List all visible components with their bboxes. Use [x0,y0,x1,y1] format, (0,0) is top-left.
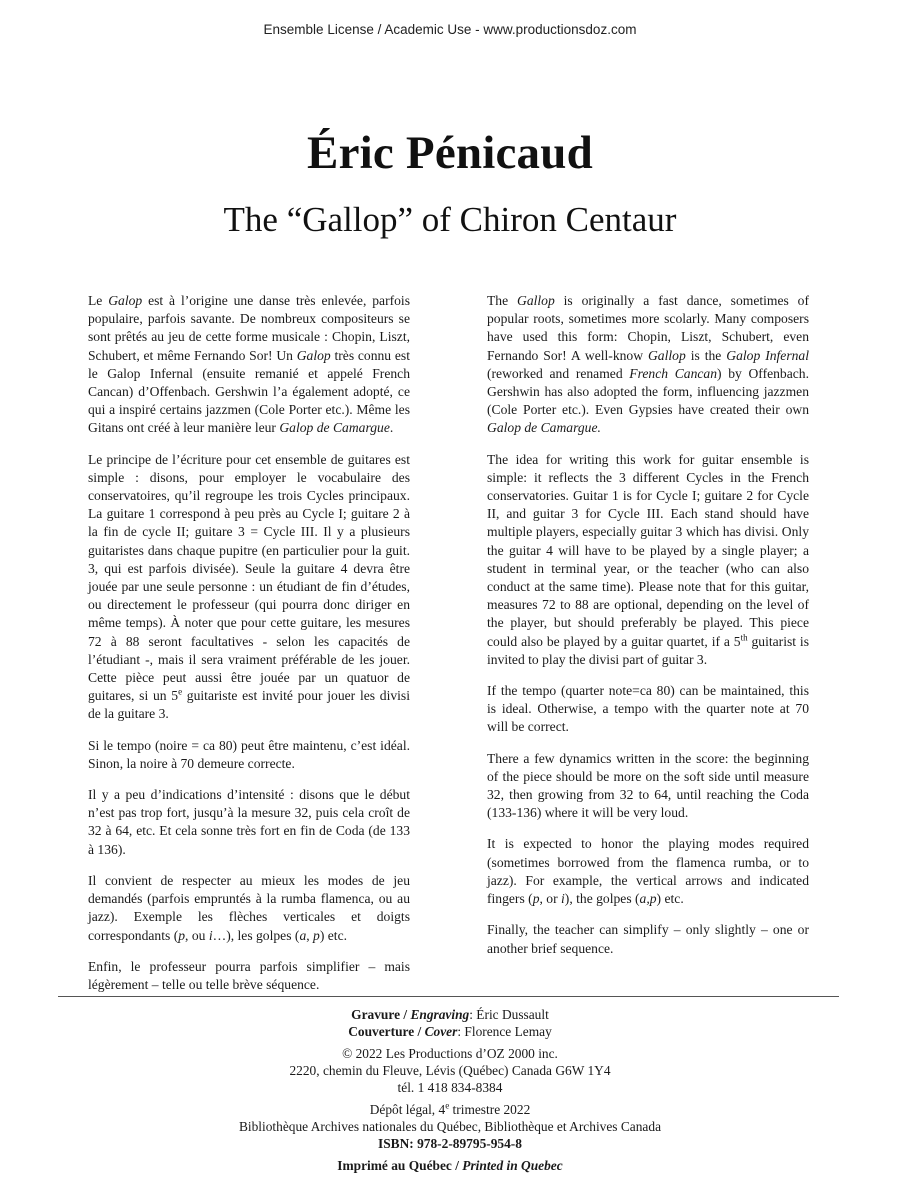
fr-p2-superscript: e [178,686,183,697]
isbn-line [0,1135,900,1152]
en-paragraph-4: There a few dynamics written in the score: the beginning of the piece should be more on the soft side until measure 32, then growing from 32 to 64, until reaching the Coda (133-136) where it will be very loud. [487,750,809,821]
en-p5-italic: i [561,891,565,907]
fr-p1-text: est à l’origine une danse très enlevée, parfois populaire, parfois savante. De nombreux compositeurs se sont prêtés au jeu de cette forme musicale : Chopin, Liszt, Schubert, et même Fernando Sor! Un [88,293,410,363]
fr-p1-text: très connu est le Galop Infernal (ensuite remanié et appelé French Cancan) d’Offenbach. Gershwin l’a également adopté, ce qui a inspiré certains jazzmen (Cole Porter etc.). Même les Gitans ont créé à leur manière leur [88,347,410,436]
fr-p5-text: ) etc. [319,927,347,943]
engraving-label: Gravure / [351,1007,411,1022]
printed-line [0,1157,900,1174]
fr-paragraph-1 [88,292,410,438]
isbn: ISBN: 978-2-89795-954-8 [378,1136,522,1151]
engraving-name: : Éric Dussault [469,1007,549,1022]
license-header: Ensemble License / Academic Use - www.productionsdoz.com [263,22,637,37]
en-p1-italic: Galop de Camargue. [487,420,601,436]
publisher-address: 2220, chemin du Fleuve, Lévis (Québec) Canada G6W 1Y4 [289,1063,611,1078]
en-p5-italic: p [532,891,540,907]
fr-p5-italic: i [208,927,213,943]
fr-paragraph-3: Si le tempo (noire = ca 80) peut être maintenu, c’est idéal. Sinon, la noire à 70 demeure correcte. [88,737,410,771]
fr-p5-italic: p [313,927,320,943]
en-p5-text: ) etc. [656,891,684,907]
en-p5-text: ), the golpes ( [564,891,640,907]
fr-p5-italic: p [178,927,186,943]
en-p1-text: The [487,293,518,308]
en-paragraph-6: Finally, the teacher can simplify – only slightly – one or another brief sequence. [487,922,809,956]
en-paragraph-3: If the tempo (quarter note=ca 80) can be maintained, this is ideal. Otherwise, a tempo with the quarter note at 70 will be correct. [487,683,809,735]
fr-p2-text: guitariste est invité pour jouer les divisi de la guitare 3. [88,688,410,722]
printed-fr: Imprimé au Québec / [337,1158,463,1173]
fr-p1-text: . [389,420,394,436]
engraving-label-en: Engraving [410,1007,470,1022]
french-notes-column [88,292,410,1007]
fr-p5-text: …), les golpes ( [212,927,300,943]
en-p1-italic: Galop Infernal [726,347,809,363]
libraries-line: Bibliothèque Archives nationales du Québec, Bibliothèque et Archives Canada [238,1119,662,1134]
en-p5-text: , or [539,891,562,907]
en-p5-italic: a,p [639,891,657,907]
fr-paragraph-4: Il y a peu d’indications d’intensité : disons que le début n’est pas trop fort, jusqu’à la mesure 32, puis cela croît de 32 à 64, etc. Et cela sonne très fort en fin de Coda (de 133 à 136). [88,787,410,857]
cover-label: Couverture / [348,1024,425,1039]
engraving-credit [0,1006,900,1023]
en-p1-italic: French Cancan [629,365,718,381]
fr-paragraph-2 [88,451,410,724]
fr-paragraph-5 [88,872,410,945]
fr-p1-text: Le [88,293,109,308]
credits-block [0,1006,900,1174]
fr-p5-text: , ou [185,927,209,943]
legal-deposit [0,1101,900,1118]
footer-divider [58,996,839,997]
legal-deposit-text: trimestre 2022 [449,1102,531,1117]
fr-p1-italic: Galop [108,293,143,308]
printed-en: Printed in Quebec [462,1158,563,1173]
en-p2-text: The idea for writing this work for guitar ensemble is simple: it reflects the 3 different Cycles in the French conservatories. Guitar 1 is for Cycle I; guitare 2 for Cycle II, and guitar 3 for Cycle III. Each stand should have multiple players, especially guitar 3 which has divisi. Only the guitar 4 will have to be played by a single player; a student in terminal year, or the teacher (who can also conduct at the same time). Please note that for this guitar, measures 72 to 88 are optional, depending on the level of the player, but should preferably be played. This piece could also be played by a guitar quartet, if a 5 [487,451,809,649]
fr-paragraph-6: Enfin, le professeur pourra parfois simplifier – mais légèrement – telle ou telle brève séquence. [88,958,410,992]
fr-p5-text: Il convient de respecter au mieux les modes de jeu demandés (parfois empruntés à la rumba flamenca, ou au jazz). Exemple les flèches verticales et doigts correspondants ( [88,872,410,943]
publisher-phone: tél. 1 418 834-8384 [397,1080,503,1095]
copyright-line: © 2022 Les Productions d’OZ 2000 inc. [342,1046,558,1061]
cover-label-en: Cover [424,1024,458,1039]
en-p5-text: It is expected to honor the playing modes required (sometimes borrowed from the flamenca rumba, or to jazz). For example, the vertical arrows and indicated fingers ( [487,836,809,907]
legal-deposit-sup: e [445,1100,450,1111]
en-p2-superscript: th [740,632,748,643]
fr-p1-italic: Galop de Camargue [279,420,390,436]
en-paragraph-5 [487,835,809,908]
fr-p1-italic: Galop [296,347,331,363]
en-p1-text: is the [685,347,727,363]
en-p1-text: ) by Offenbach. Gershwin has also adopted the form, influencing jazzmen (Cole Porter etc.). Even Gypsies have created their own [487,365,809,418]
piece-title: The “Gallop” of Chiron Centaur [223,200,677,239]
en-paragraph-1 [487,292,809,438]
en-p2-text: guitarist is invited to play the divisi part of guitar 3. [487,633,809,667]
en-p1-text: (reworked and renamed [487,365,630,381]
en-p1-italic: Gallop [647,347,686,363]
fr-p5-italic: a [299,927,307,943]
cover-credit [0,1023,900,1040]
fr-p5-text: , [306,927,314,943]
fr-p2-text: Le principe de l’écriture pour cet ensemble de guitares est simple : disons, pour employer le vocabulaire des conservatoires, qu’il regroupe les trois Cycles principaux. La guitare 1 correspond à peu près au Cycle I; guitare 2 à la fin de cycle II; guitare 3 = Cycle III. Il y a plusieurs guitaristes dans chaque pupitre (en particulier pour la guit. 3, qui est parfois divisée). Seule la guitare 4 devra être jouée par une seule personne : un étudiant de fin d’études, ou directement le professeur (qui pourra donc diriger en même temps). À noter que pour cette guitare, les mesures 72 à 88 seront facultatives - selon les capacités de l’étudiant -, mais il sera vraiment préférable de les jouer. Cette pièce peut aussi être jouée par un quatuor de guitares, si un 5 [88,451,410,704]
cover-name: : Florence Lemay [457,1024,552,1039]
en-p1-text: is originally a fast dance, sometimes of popular roots, sometimes more scolarly. Many composers have used this form: Chopin, Liszt, Schubert, even Fernando Sor! A well-know [487,293,809,363]
english-notes-column [487,292,809,971]
composer-name: Éric Pénicaud [307,127,593,179]
en-p1-italic: Gallop [517,293,555,308]
legal-deposit-text: Dépôt légal, 4 [369,1102,446,1117]
en-paragraph-2 [487,451,809,669]
